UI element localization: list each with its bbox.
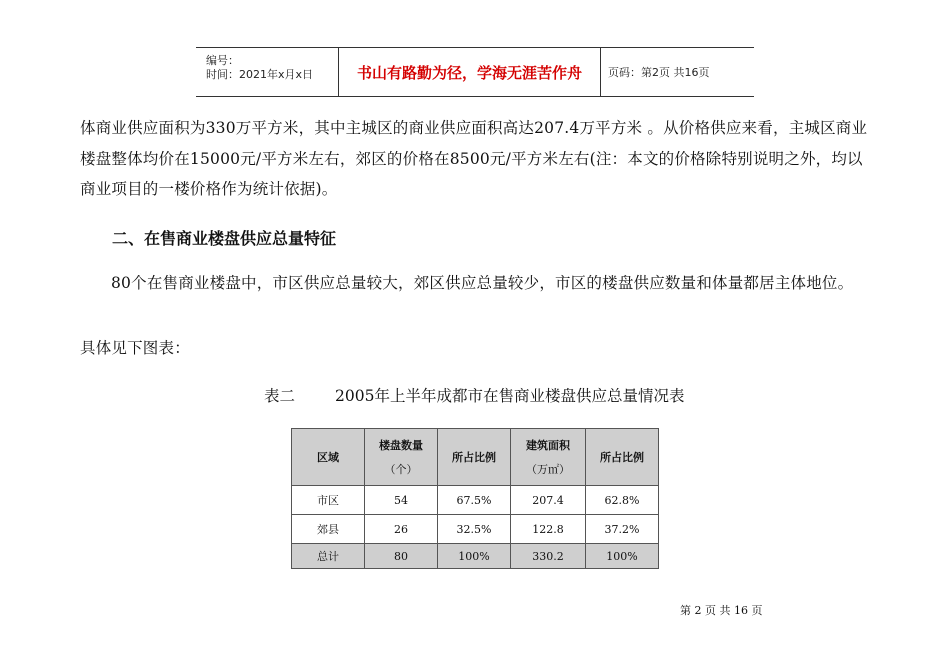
- cell-ratio: 32.5%: [438, 515, 511, 544]
- cell-area: 207.4: [511, 486, 586, 515]
- paragraph-1: 体商业供应面积为330万平方米，其中主城区的商业供应面积高达207.4万平方米 。从价格供应来看，主城区商业楼盘整体均价在15000元/平方米左右，郊区的价格在8500元/平方米左右(注：本文的价格除特别说明之外，均以商业项目的一楼价格作为统计依据)。: [80, 119, 868, 198]
- cell-region: 郊县: [292, 515, 365, 544]
- header-cell-region: 区域: [292, 429, 365, 486]
- header-cell-count: [365, 429, 438, 486]
- table-title: 2005年上半年成都市在售商业楼盘供应总量情况表: [335, 387, 685, 405]
- header-cell-ratio: 所占比例: [438, 429, 511, 486]
- header-area-label: 建筑面积: [526, 439, 570, 452]
- supply-table: [291, 428, 659, 569]
- cell-ratio: 100%: [438, 544, 511, 569]
- table-caption: [264, 384, 684, 406]
- cell-region: 市区: [292, 486, 365, 515]
- cell-ratio: 37.2%: [586, 515, 659, 544]
- cell-area: 122.8: [511, 515, 586, 544]
- header-cell-ratio: 所占比例: [586, 429, 659, 486]
- paragraph-2: 80个在售商业楼盘中，市区供应总量较大，郊区供应总量较少，市区的楼盘供应数量和体量都居主体地位。: [111, 274, 854, 292]
- page-header: [196, 47, 754, 97]
- header-cell-area: [511, 429, 586, 486]
- header-page-code: 页码：第2页 共16页: [608, 66, 710, 79]
- cell-count: 80: [365, 544, 438, 569]
- paragraph-3: 具体见下图表：: [80, 339, 190, 357]
- page-footer: 第 2 页 共 16 页: [680, 604, 763, 617]
- cell-region: 总计: [292, 544, 365, 569]
- header-count-unit: （个）: [384, 463, 418, 476]
- table-row: [292, 486, 659, 515]
- table-total-row: [292, 544, 659, 569]
- cell-ratio: 62.8%: [586, 486, 659, 515]
- table-number: 表二: [264, 387, 296, 405]
- cell-ratio: 67.5%: [438, 486, 511, 515]
- number-label: 编号：: [206, 54, 239, 67]
- cell-count: 26: [365, 515, 438, 544]
- header-count-label: 楼盘数量: [379, 439, 423, 452]
- time-label: 时间：2021年x月x日: [206, 68, 314, 81]
- header-area-unit: （万㎡）: [526, 463, 570, 476]
- cell-ratio: 100%: [586, 544, 659, 569]
- header-divider: [600, 48, 601, 96]
- table-row: [292, 515, 659, 544]
- table-header-row: [292, 429, 659, 486]
- cell-count: 54: [365, 486, 438, 515]
- section-heading: 二、在售商业楼盘供应总量特征: [112, 229, 337, 248]
- header-meta: [196, 48, 338, 96]
- cell-area: 330.2: [511, 544, 586, 569]
- header-motto: 书山有路勤为径，学海无涯苦作舟: [356, 63, 582, 82]
